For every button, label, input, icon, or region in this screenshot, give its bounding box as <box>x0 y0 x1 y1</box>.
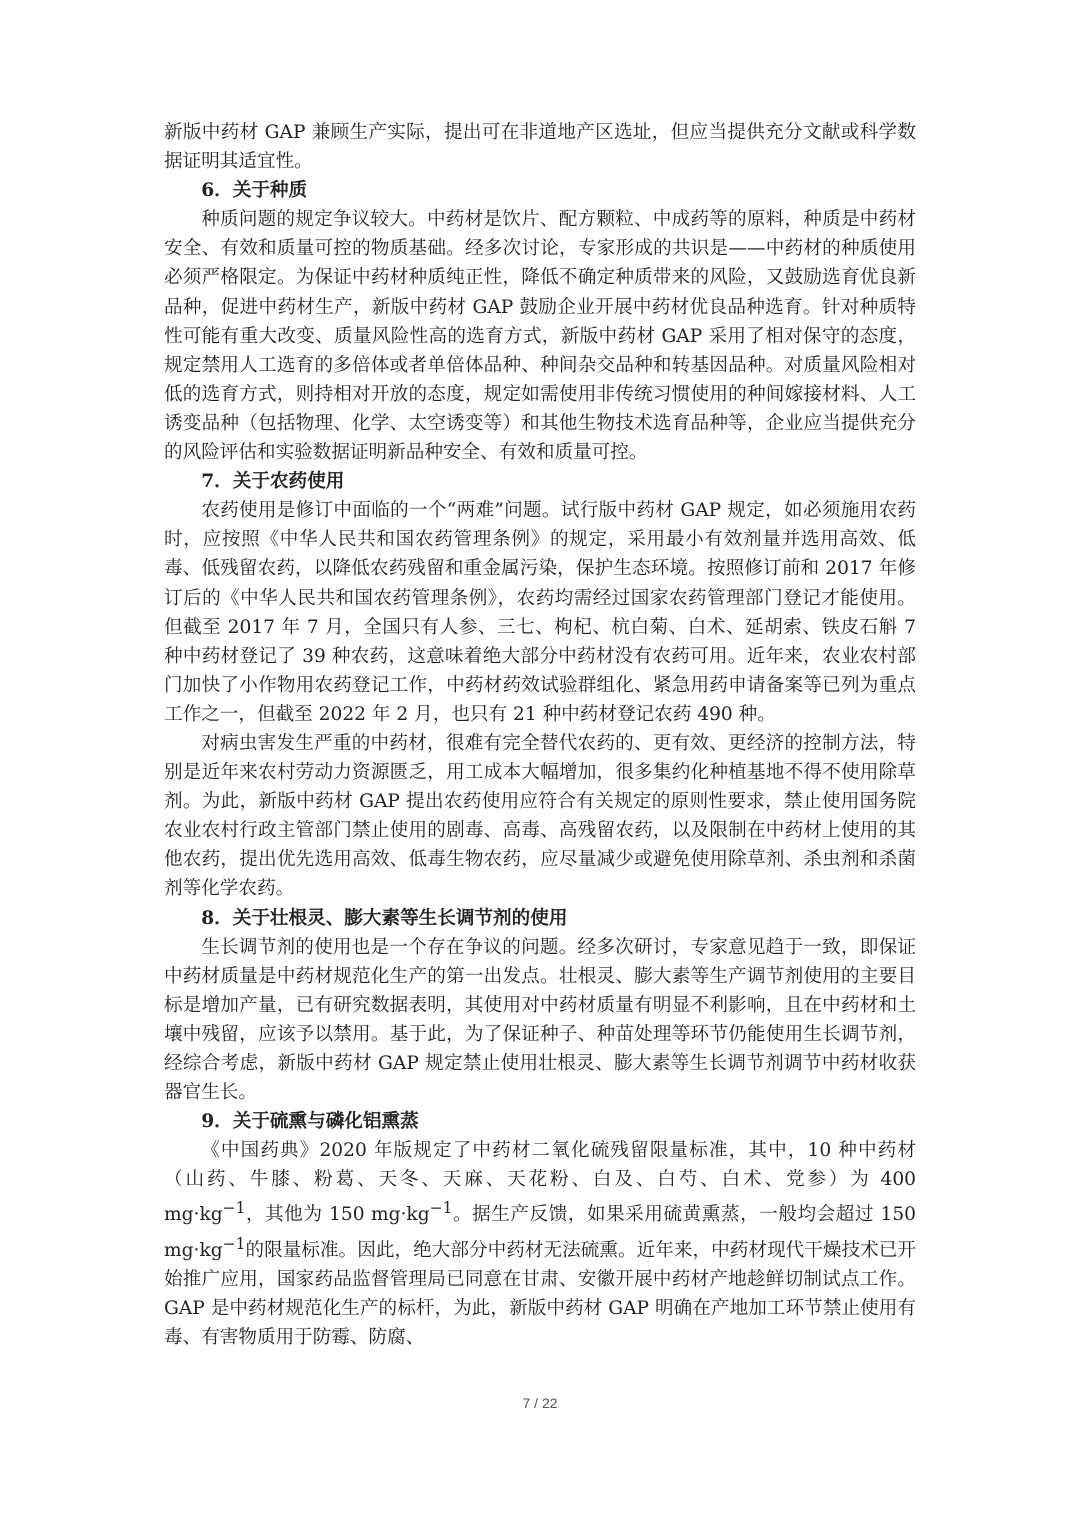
sulfur-text-part-4: 的限量标准。因此，绝大部分中药材无法硫熏。近年来，中药材现代干燥技术已开始推广应用，国家药品监督管理局已同意在甘肃、安徽开展中药材产地趁鲜切制试点工作。GAP 是中药材规范化生产的标杆，为此，新版中药材 GAP 明确在产地加工环节禁止使用有毒、有害物质用于防霉、防腐、 <box>164 1239 916 1349</box>
unit-exponent: −1 <box>429 1199 453 1218</box>
sulfur-text-part-2: ，其他为 150 mg·kg <box>245 1204 430 1226</box>
unit-exponent: −1 <box>222 1199 246 1218</box>
section-heading-germplasm: 6．关于种质 <box>201 180 308 202</box>
paragraph-site-selection: 新版中药材 GAP 兼顾生产实际，提出可在非道地产区选址，但应当提供充分文献或科学数据证明其适宜性。 <box>164 122 916 173</box>
paragraph-pesticide-2: 对病虫害发生严重的中药材，很难有完全替代农药的、更有效、更经济的控制方法，特别是近年来农村劳动力资源匮乏，用工成本大幅增加，很多集约化种植基地不得不使用除草剂。为此，新版中药材 GAP 提出农药使用应符合有关规定的原则性要求，禁止使用国务院农业农村行政主管部门禁止使用的剧毒、高毒、高残留农药，以及限制在中药材上使用的其他农药，提出优先选用高效、低毒生物农药，应尽量减少或避免使用除草剂、杀虫剂和杀菌剂等化学农药。 <box>164 732 916 900</box>
page-number: 7 / 22 <box>522 1395 558 1411</box>
section-heading-pesticide: 7．关于农药使用 <box>201 471 345 493</box>
paragraph-germplasm: 种质问题的规定争议较大。中药材是饮片、配方颗粒、中成药等的原料，种质是中药材安全、有效和质量可控的物质基础。经多次讨论，专家形成的共识是——中药材的种质使用必须严格限定。为保证中药材种质纯正性，降低不确定种质带来的风险，又鼓励选育优良新品种，促进中药材生产，新版中药材 GAP 鼓励企业开展中药材优良品种选育。针对种质特性可能有重大改变、质量风险性高的选育方式，新版中药材 GAP 采用了相对保守的态度，规定禁用人工选育的多倍体或者单倍体品种、种间杂交品种和转基因品种。对质量风险相对低的选育方式，则持相对开放的态度，规定如需使用非传统习惯使用的种间嫁接材料、人工诱变品种（包括物理、化学、太空诱变等）和其他生物技术选育品种等，企业应当提供充分的风险评估和实验数据证明新品种安全、有效和质量可控。 <box>164 209 916 464</box>
paragraph-pesticide-1: 农药使用是修订中面临的一个“两难”问题。试行版中药材 GAP 规定，如必须施用农药时，应按照《中华人民共和国农药管理条例》的规定，采用最小有效剂量并选用高效、低毒、低残留农药，以降低农药残留和重金属污染，保护生态环境。按照修订前和 2017 年修订后的《中华人民共和国农药管理条例》，农药均需经过国家农药管理部门登记才能使用。但截至 2017 年 7 月，全国只有人参、三七、枸杞、杭白菊、白术、延胡索、铁皮石斛 7 种中药材登记了 39 种农药，这意味着绝大部分中药材没有农药可用。近年来，农业农村部门加快了小作物用农药登记工作，中药材药效试验群组化、紧急用药申请备案等已列为重点工作之一，但截至 2022 年 2 月，也只有 21 种中药材登记农药 490 种。 <box>164 500 916 725</box>
section-heading-sulfur-fumigation: 9．关于硫熏与磷化铝熏蒸 <box>201 1111 419 1133</box>
paragraph-sulfur-fumigation <box>164 1136 916 1352</box>
sulfur-text-part-3: 。据生产反馈，如果采用硫黄熏蒸，一般均会超过 150 mg·kg <box>164 1204 916 1261</box>
unit-exponent: −1 <box>222 1234 246 1253</box>
paragraph-growth-regulator: 生长调节剂的使用也是一个存在争议的问题。经多次研讨，专家意见趋于一致，即保证中药材质量是中药材规范化生产的第一出发点。壮根灵、膨大素等生产调节剂使用的主要目标是增加产量，已有研究数据表明，其使用对中药材质量有明显不利影响，且在中药材和土壤中残留，应该予以禁用。基于此，为了保证种子、种苗处理等环节仍能使用生长调节剂，经综合考虑，新版中药材 GAP 规定禁止使用壮根灵、膨大素等生长调节剂调节中药材收获器官生长。 <box>164 936 916 1104</box>
document-body <box>164 118 916 1352</box>
sulfur-text-part-1: 《中国药典》2020 年版规定了中药材二氧化硫残留限量标准，其中，10 种中药材（山药、牛膝、粉葛、天冬、天麻、天花粉、白及、白芍、白术、党参）为 400 mg·kg <box>164 1140 916 1226</box>
section-heading-growth-regulator: 8．关于壮根灵、膨大素等生长调节剂的使用 <box>201 907 568 929</box>
